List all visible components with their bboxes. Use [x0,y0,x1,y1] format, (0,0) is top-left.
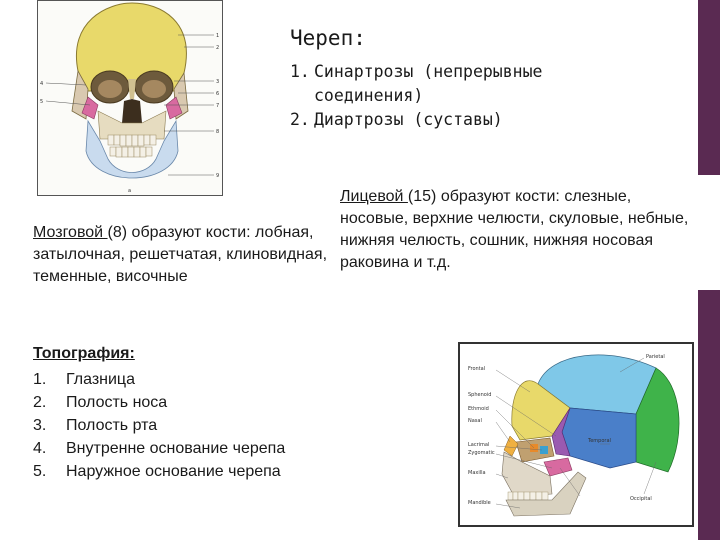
bone-label-sphenoid: Sphenoid [468,392,492,398]
bone-label-frontal: Frontal [468,366,486,372]
callout-label: 4 [40,81,44,87]
list-text: Наружное основание черепа [66,463,281,480]
cranial-skull-term: Мозговой [33,224,108,241]
front-skull-illustration [37,0,223,196]
bone-label-lacrimal: Lacrimal [468,442,490,448]
bone-label-occipital: Occipital [630,496,652,502]
list-text: Полость носа [66,394,168,411]
facial-skull-term: Лицевой [340,188,408,205]
list-item [290,108,654,132]
topography-heading: Топография: [33,345,135,362]
bone-label-temporal: Temporal [588,438,611,444]
cranial-skull-description: (8) образуют кости: лобная, затылочная, решетчатая, клиновидная, теменные, височные [33,224,328,285]
list-text: Синартрозы (непрерывные соединения) [314,62,543,105]
lateral-skull-illustration [458,342,694,527]
list-item [33,368,285,391]
callout-label: 6 [216,91,220,97]
list-number: 4. [33,440,47,457]
callout-label: 5 [40,99,44,105]
list-item [290,60,654,108]
list-text: Глазница [66,371,135,388]
topography-list [33,368,285,483]
list-item [33,460,285,483]
joint-types-list [290,60,654,132]
callout-label: а [128,188,132,194]
bone-label-parietal: Parietal [646,354,665,360]
decorative-stripe-bottom [698,290,720,540]
bone-label-nasal: Nasal [468,418,482,424]
decorative-stripe-top [698,0,720,175]
list-text: Диартрозы (суставы) [314,110,503,129]
callout-label: 1 [216,33,220,39]
facial-skull-paragraph [340,186,698,274]
list-text: Внутренне основание черепа [66,440,286,457]
list-item [33,437,285,460]
list-number: 3. [33,417,47,434]
page-title: Череп: [290,26,366,50]
bone-label-zygomatic: Zygomatic [468,450,495,456]
list-number: 5. [33,463,47,480]
list-number: 2. [290,110,310,129]
facial-skull-description: (15) образуют кости: слезные, носовые, верхние челюсти, скуловые, небные, нижняя челюсть, сошник, нижняя носовая раковина и т.д. [340,188,689,271]
list-item [33,414,285,437]
list-number: 1. [33,371,47,388]
callout-label: 3 [216,79,220,85]
callout-label: 7 [216,103,220,109]
list-number: 1. [290,62,310,81]
bone-label-maxilla: Maxilla [468,470,486,476]
callout-label: 8 [216,129,220,135]
bone-label-mandible: Mandible [468,500,491,506]
callout-label: 2 [216,45,220,51]
list-item [33,391,285,414]
list-text: Полость рта [66,417,158,434]
cranial-skull-paragraph [33,222,333,288]
list-number: 2. [33,394,47,411]
bone-label-ethmoid: Ethmoid [468,406,489,412]
callout-label: 9 [216,173,220,179]
